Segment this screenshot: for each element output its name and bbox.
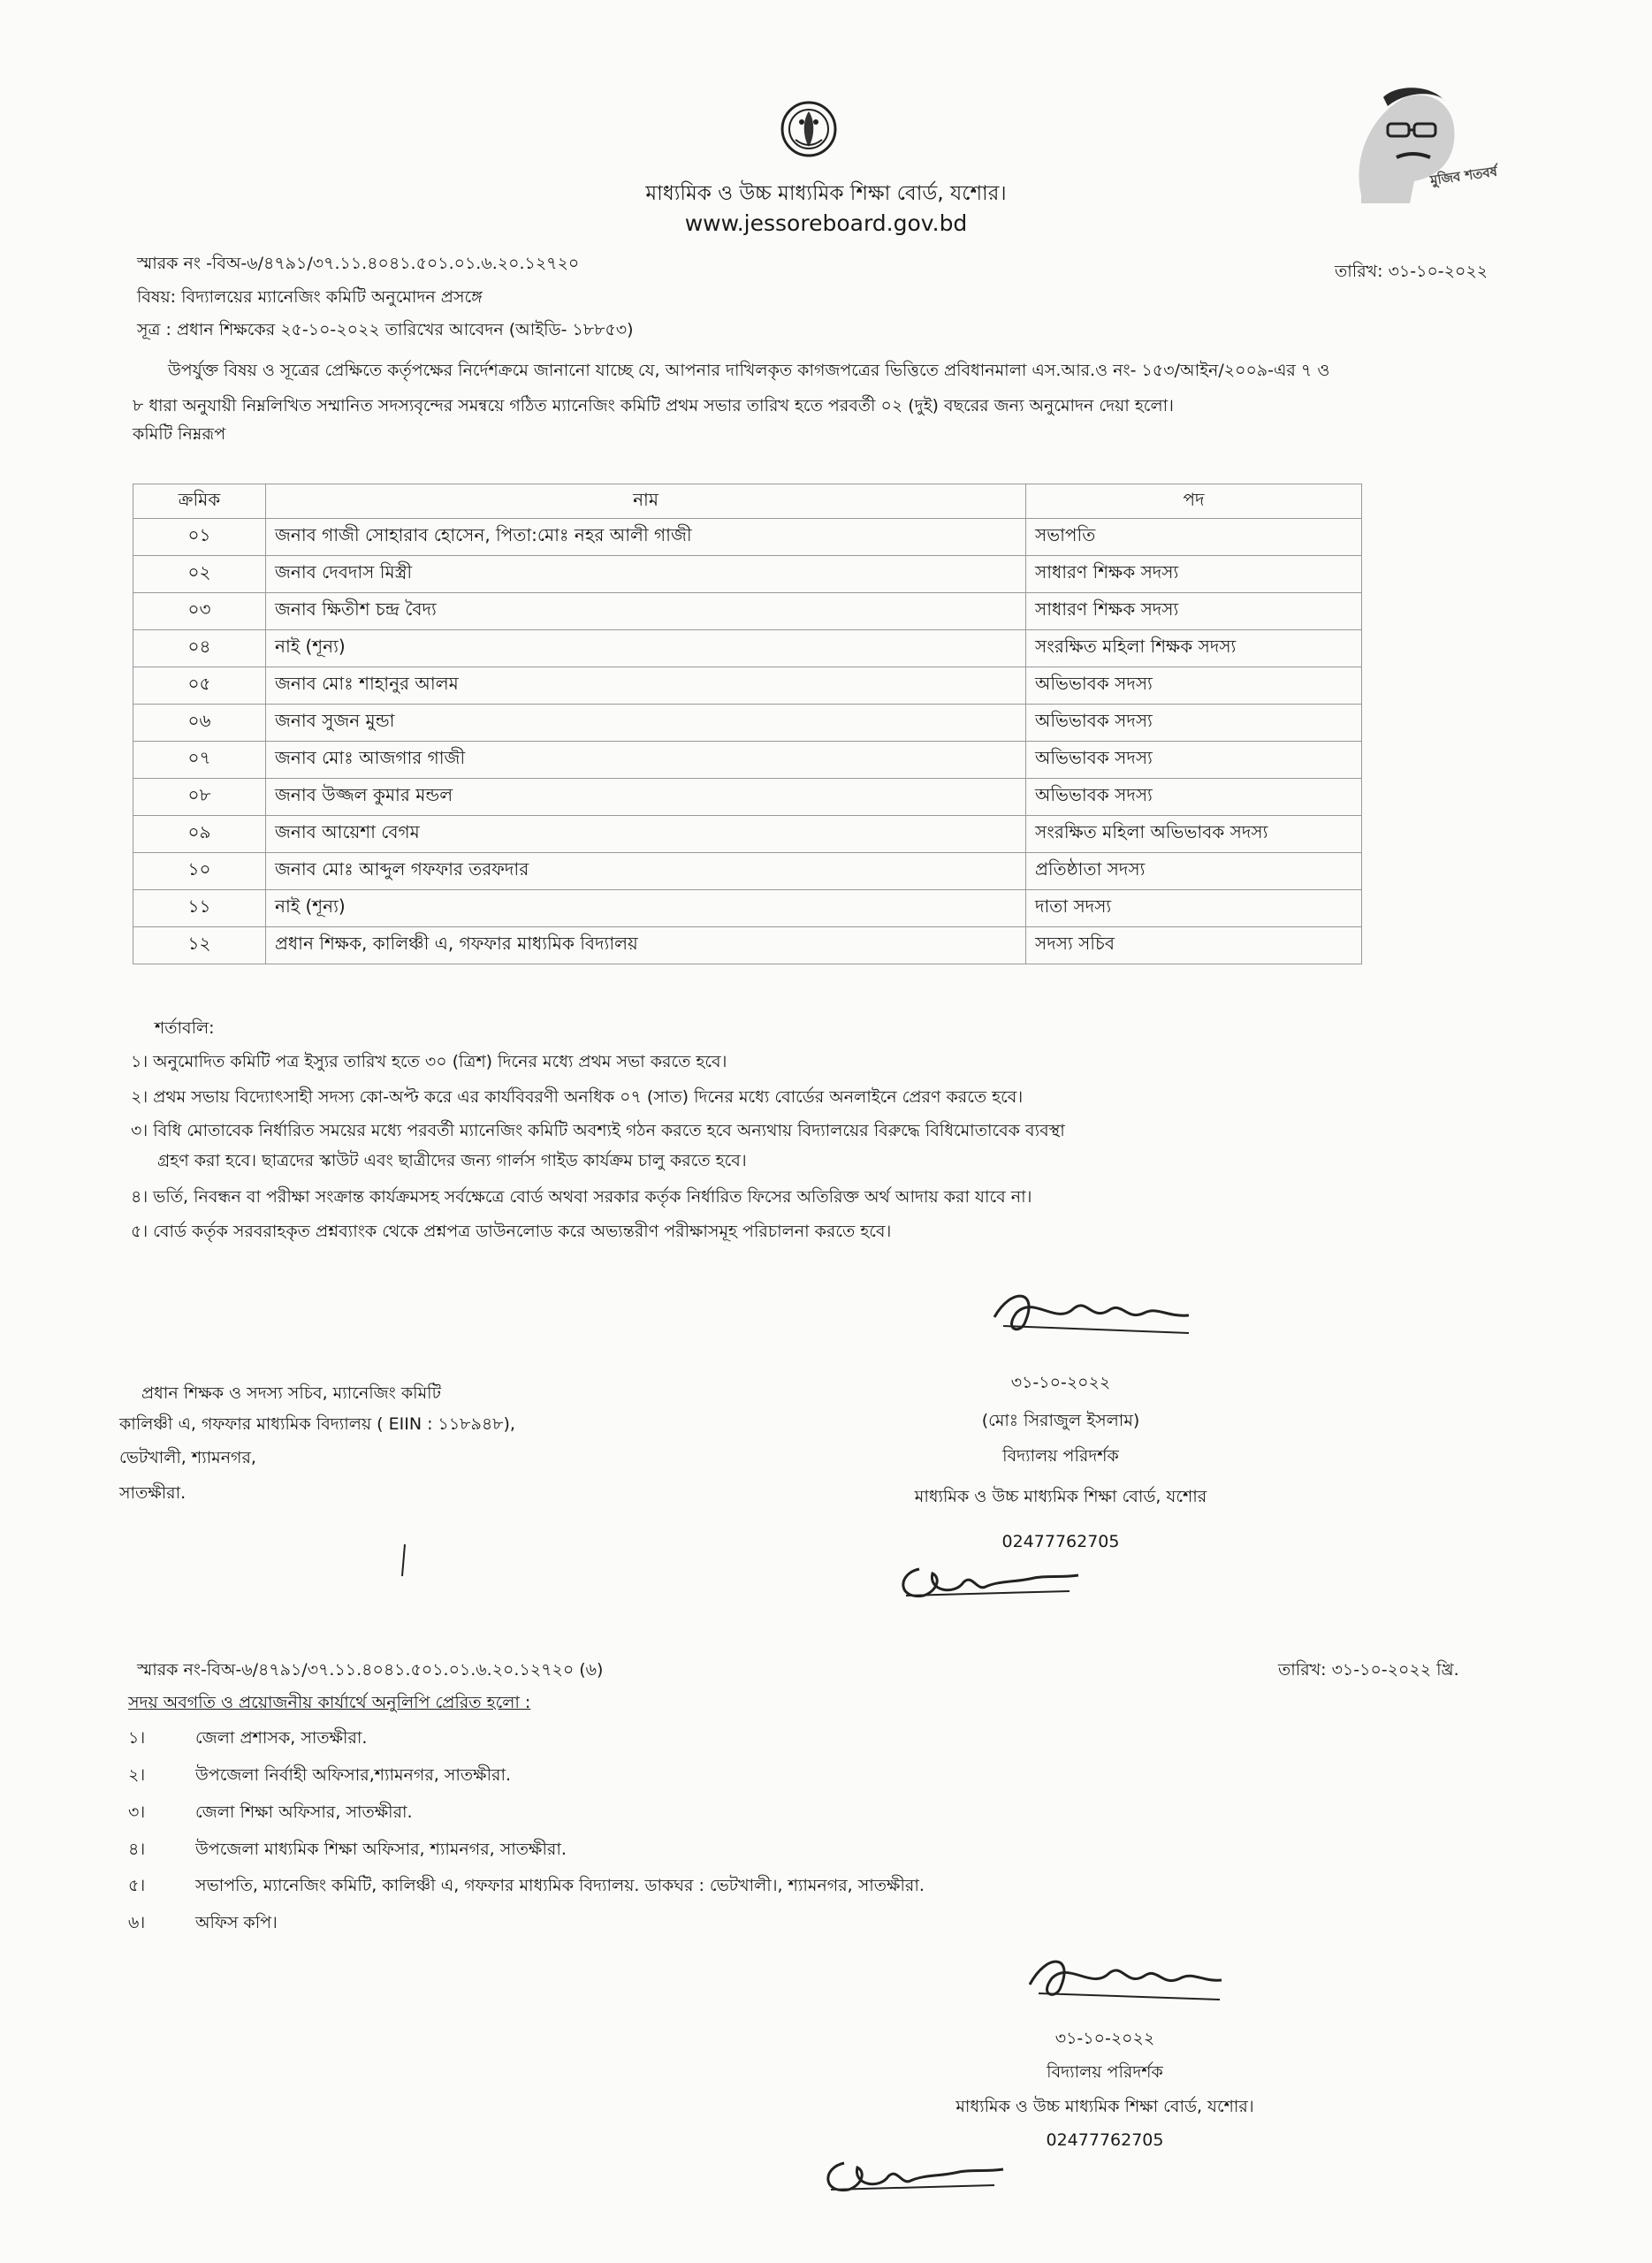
signatory-designation: বিদ্যালয় পরিদর্শক xyxy=(1002,1446,1119,1466)
table-row xyxy=(133,630,1362,667)
list-item xyxy=(128,1876,925,1896)
member-name: নাই (শূন্য) xyxy=(266,630,1026,667)
government-emblem xyxy=(778,95,840,163)
recipient-line: ভেটখালী, শ্যামনগর, xyxy=(119,1448,256,1467)
table-row xyxy=(133,556,1362,593)
copy-memo-reference: স্মারক নং-বিঅ-৬/৪৭৯১/৩৭.১১.৪০৪১.৫০১.০১.৬.২০.১২৭২০ (৬) xyxy=(137,1660,604,1680)
member-post: দাতা সদস্য xyxy=(1026,890,1362,927)
initials-mark-2 xyxy=(818,2150,1012,2203)
list-item-text: উপজেলা নির্বাহী অফিসার,শ্যামনগর, সাতক্ষীরা. xyxy=(195,1765,512,1785)
member-serial: ০১ xyxy=(133,519,266,556)
member-name: জনাব আয়েশা বেগম xyxy=(266,816,1026,853)
list-item xyxy=(128,1728,367,1749)
list-item-number: ১। xyxy=(128,1728,146,1748)
list-item-text: উপজেলা মাধ্যমিক শিক্ষা অফিসার, শ্যামনগর, সাতক্ষীরা. xyxy=(195,1840,567,1859)
copy-memo-date: তারিখ: ৩১-১০-২০২২ খ্রি. xyxy=(1278,1660,1459,1680)
header-name: নাম xyxy=(266,484,1026,519)
committee-header-row xyxy=(133,484,1362,519)
signatory2-office: মাধ্যমিক ও উচ্চ মাধ্যমিক শিক্ষা বোর্ড, যশোর। xyxy=(955,2097,1254,2116)
initials-mark xyxy=(893,1556,1087,1609)
condition-item: ৪। ভর্তি, নিবন্ধন বা পরীক্ষা সংক্রান্ত কার্যক্রমসহ সর্বক্ষেত্রে বোর্ড অথবা সরকার কর্তৃক নির্ধারিত ফিসের অতিরিক্ত অর্থ আদায় করা যাবে না। xyxy=(131,1187,1032,1207)
member-serial: ০৭ xyxy=(133,742,266,779)
list-item xyxy=(128,1840,567,1860)
committee-table xyxy=(133,484,1362,964)
member-name: জনাব সুজন মুন্ডা xyxy=(266,705,1026,742)
table-row xyxy=(133,742,1362,779)
table-row xyxy=(133,779,1362,816)
member-name: জনাব মোঃ আব্দুল গফফার তরফদার xyxy=(266,853,1026,890)
member-post: সংরক্ষিত মহিলা অভিভাবক সদস্য xyxy=(1026,816,1362,853)
signatory-name: (মোঃ সিরাজুল ইসলাম) xyxy=(981,1411,1140,1430)
member-serial: ০২ xyxy=(133,556,266,593)
list-item-number: ৬। xyxy=(128,1913,146,1932)
list-item-number: ৩। xyxy=(128,1802,146,1822)
condition-item: ২। প্রথম সভায় বিদ্যোৎসাহী সদস্য কো-অপ্ট করে এর কার্যবিবরণী অনধিক ০৭ (সাত) দিনের মধ্যে বোর্ডের অনলাইনে প্রেরণ করতে হবে। xyxy=(131,1087,1024,1107)
signature-mark xyxy=(986,1282,1198,1344)
table-row xyxy=(133,890,1362,927)
memo-date: তারিখ: ৩১-১০-২০২২ xyxy=(1335,262,1488,281)
logo-lettering: মুজিব শতবর্ষ xyxy=(1428,163,1499,189)
recipient-line: কালিঞ্চী এ, গফফার মাধ্যমিক বিদ্যালয় ( EIIN : ১১৮৯৪৮), xyxy=(119,1414,515,1434)
member-name: জনাব মোঃ আজগার গাজী xyxy=(266,742,1026,779)
condition-item: ৩। বিধি মোতাবেক নির্ধারিত সময়ের মধ্যে পরবর্তী ম্যানেজিং কমিটি অবশ্যই গঠন করতে হবে অন্যথায় বিদ্যালয়ের বিরুদ্ধে বিধিমোতাবেক ব্যবস্থা xyxy=(131,1121,1065,1140)
copy-heading: সদয় অবগতি ও প্রয়োজনীয় কার্যার্থে অনুলিপি প্রেরিত হলো : xyxy=(128,1693,531,1712)
list-item-number: ৫। xyxy=(128,1876,146,1895)
conditions-title: শর্তাবলি: xyxy=(155,1018,215,1038)
table-row xyxy=(133,816,1362,853)
body-line-3: কমিটি নিম্নরূপ xyxy=(133,424,226,444)
member-serial: ০৬ xyxy=(133,705,266,742)
body-line-1: উপর্যুক্ত বিষয় ও সূত্রের প্রেক্ষিতে কর্তৃপক্ষের নির্দেশক্রমে জানানো যাচ্ছে যে, আপনার দাখিলকৃত কাগজপত্রের ভিত্তিতে প্রবিধানমালা এস.আর.ও নং- ১৫৩/আইন/২০০৯-এর ৭ ও xyxy=(168,361,1330,380)
stray-pen-mark xyxy=(400,1543,408,1578)
member-serial: ০৫ xyxy=(133,667,266,705)
member-serial: ০৪ xyxy=(133,630,266,667)
member-serial: ০৮ xyxy=(133,779,266,816)
list-item xyxy=(128,1765,511,1786)
signatory2-phone: 02477762705 xyxy=(1046,2130,1164,2150)
member-post: সংরক্ষিত মহিলা শিক্ষক সদস্য xyxy=(1026,630,1362,667)
member-name: জনাব দেবদাস মিস্ত্রী xyxy=(266,556,1026,593)
member-post: সাধারণ শিক্ষক সদস্য xyxy=(1026,593,1362,630)
member-post: অভিভাবক সদস্য xyxy=(1026,779,1362,816)
table-row xyxy=(133,705,1362,742)
signature-mark-2 xyxy=(1016,1945,1229,2011)
signatory-date: ৩১-১০-২০২২ xyxy=(1010,1373,1111,1392)
board-website: www.jessoreboard.gov.bd xyxy=(684,210,968,236)
signatory2-designation: বিদ্যালয় পরিদর্শক xyxy=(1047,2062,1163,2082)
condition-item: গ্রহণ করা হবে। ছাত্রদের স্কাউট এবং ছাত্রীদের জন্য গার্লস গাইড কার্যক্রম চালু করতে হবে। xyxy=(157,1151,747,1170)
signatory-phone: 02477762705 xyxy=(1001,1532,1120,1551)
body-line-2: ৮ ধারা অনুযায়ী নিম্নলিখিত সম্মানিত সদস্যবৃন্দের সমন্বয়ে গঠিত ম্যানেজিং কমিটি প্রথম সভার তারিখ হতে পরবর্তী ০২ (দুই) বছরের জন্য অনুমোদন দেয়া হলো। xyxy=(133,396,1174,415)
member-post: অভিভাবক সদস্য xyxy=(1026,742,1362,779)
list-item xyxy=(128,1802,413,1823)
member-serial: ১১ xyxy=(133,890,266,927)
member-post: সদস্য সচিব xyxy=(1026,927,1362,964)
table-row xyxy=(133,519,1362,556)
condition-item: ৫। বোর্ড কর্তৃক সরবরাহকৃত প্রশ্নব্যাংক থেকে প্রশ্নপত্র ডাউনলোড করে অভ্যন্তরীণ পরীক্ষাসমূহ পরিচালনা করতে হবে। xyxy=(131,1222,892,1241)
condition-item: ১। অনুমোদিত কমিটি পত্র ইস্যুর তারিখ হতে ৩০ (ত্রিশ) দিনের মধ্যে প্রথম সভা করতে হবে। xyxy=(131,1052,727,1071)
member-post: সাধারণ শিক্ষক সদস্য xyxy=(1026,556,1362,593)
table-row xyxy=(133,593,1362,630)
list-item-text: জেলা প্রশাসক, সাতক্ষীরা. xyxy=(195,1728,368,1748)
recipient-line: সাতক্ষীরা. xyxy=(119,1483,187,1503)
header-post: পদ xyxy=(1026,484,1362,519)
member-post: সভাপতি xyxy=(1026,519,1362,556)
list-item-text: জেলা শিক্ষা অফিসার, সাতক্ষীরা. xyxy=(195,1802,413,1822)
member-name: জনাব ক্ষিতীশ চন্দ্র বৈদ্য xyxy=(266,593,1026,630)
table-row xyxy=(133,927,1362,964)
member-post: প্রতিষ্ঠাতা সদস্য xyxy=(1026,853,1362,890)
list-item-number: ২। xyxy=(128,1765,146,1785)
recipient-line: প্রধান শিক্ষক ও সদস্য সচিব, ম্যানেজিং কমিটি xyxy=(141,1383,441,1403)
member-serial: ১২ xyxy=(133,927,266,964)
member-post: অভিভাবক সদস্য xyxy=(1026,667,1362,705)
member-serial: ০৯ xyxy=(133,816,266,853)
table-row xyxy=(133,853,1362,890)
list-item-number: ৪। xyxy=(128,1840,146,1859)
signatory2-date: ৩১-১০-২০২২ xyxy=(1054,2029,1155,2048)
member-name: জনাব উজ্জল কুমার মন্ডল xyxy=(266,779,1026,816)
member-serial: ০৩ xyxy=(133,593,266,630)
list-item-text: অফিস কপি। xyxy=(195,1913,278,1932)
header-serial: ক্রমিক xyxy=(133,484,266,519)
reference-line: সূত্র : প্রধান শিক্ষকের ২৫-১০-২০২২ তারিখের আবেদন (আইডি- ১৮৮৫৩) xyxy=(137,320,634,339)
memo-reference: স্মারক নং -বিঅ-৬/৪৭৯১/৩৭.১১.৪০৪১.৫০১.০১.৬.২০.১২৭২০ xyxy=(137,254,580,273)
table-row xyxy=(133,667,1362,705)
member-name: নাই (শূন্য) xyxy=(266,890,1026,927)
member-serial: ১০ xyxy=(133,853,266,890)
list-item xyxy=(128,1913,278,1933)
office-name: মাধ্যমিক ও উচ্চ মাধ্যমিক শিক্ষা বোর্ড, যশোর। xyxy=(645,182,1007,205)
signatory-office: মাধ্যমিক ও উচ্চ মাধ্যমিক শিক্ষা বোর্ড, যশোর xyxy=(914,1487,1207,1506)
list-item-text: সভাপতি, ম্যানেজিং কমিটি, কালিঞ্চী এ, গফফার মাধ্যমিক বিদ্যালয়. ডাকঘর : ভেটখালী।, শ্যামনগর, সাতক্ষীরা. xyxy=(195,1876,925,1895)
member-name: জনাব গাজী সোহারাব হোসেন, পিতা:মোঃ নহর আলী গাজী xyxy=(266,519,1026,556)
member-post: অভিভাবক সদস্য xyxy=(1026,705,1362,742)
subject-line: বিষয়: বিদ্যালয়ের ম্যানেজিং কমিটি অনুমোদন প্রসঙ্গে xyxy=(137,287,483,307)
member-name: জনাব মোঃ শাহানুর আলম xyxy=(266,667,1026,705)
member-name: প্রধান শিক্ষক, কালিঞ্চী এ, গফফার মাধ্যমিক বিদ্যালয় xyxy=(266,927,1026,964)
